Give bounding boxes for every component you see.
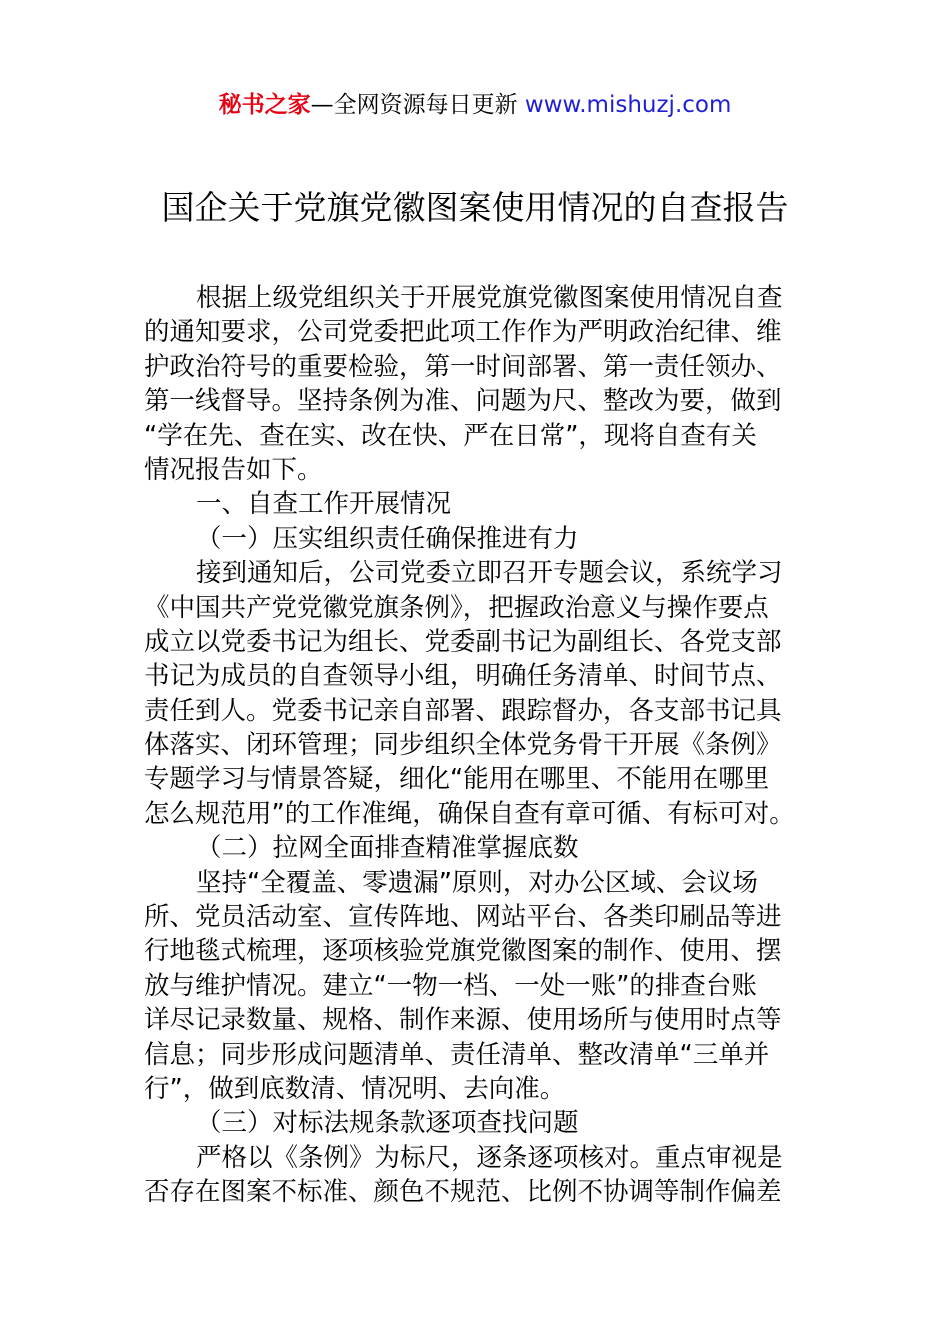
header-tagline: —全网资源每日更新 (310, 92, 525, 118)
paragraph-line: 成立以党委书记为组长、党委副书记为副组长、各党支部 (144, 626, 782, 657)
subsection-heading: （二）拉网全面排查精准掌握底数 (196, 833, 579, 864)
paragraph-line: 所、党员活动室、宣传阵地、网站平台、各类印刷品等进 (144, 902, 782, 933)
paragraph-line: 的通知要求，公司党委把此项工作作为严明政治纪律、维 (144, 317, 782, 348)
paragraph-line: 详尽记录数量、规格、制作来源、使用场所与使用时点等 (144, 1005, 782, 1036)
paragraph-line: 书记为成员的自查领导小组，明确任务清单、时间节点、 (144, 661, 782, 692)
paragraph-line: 护政治符号的重要检验，第一时间部署、第一责任领办、 (144, 351, 782, 382)
subsection-heading: （一）压实组织责任确保推进有力 (196, 523, 579, 554)
paragraph-line: 行地毯式梳理，逐项核验党旗党徽图案的制作、使用、摆 (144, 936, 782, 967)
site-url-link[interactable]: www.mishuzj.com (524, 92, 732, 118)
subsection-heading: （三）对标法规条款逐项查找问题 (196, 1108, 579, 1139)
paragraph-line: 专题学习与情景答疑，细化“能用在哪里、不能用在哪里 (144, 764, 770, 795)
paragraph-line: 严格以《条例》为标尺，逐条逐项核对。重点审视是 (196, 1142, 783, 1173)
paragraph-line: 接到通知后，公司党委立即召开专题会议，系统学习 (196, 558, 783, 589)
document-title: 国企关于党旗党徽图案使用情况的自查报告 (161, 188, 789, 227)
paragraph-line: 否存在图案不标准、颜色不规范、比例不协调等制作偏差 (144, 1177, 782, 1208)
paragraph-line: 行”，做到底数清、情况明、去向准。 (144, 1073, 566, 1104)
paragraph-line: 放与维护情况。建立“一物一档、一处一账”的排查台账 (144, 970, 757, 1001)
document-body (144, 281, 808, 1210)
paragraph-line: 根据上级党组织关于开展党旗党徽图案使用情况自查 (196, 283, 783, 313)
paragraph-line: 怎么规范用”的工作准绳，确保自查有章可循、有标可对。 (144, 798, 795, 829)
brand-name: 秘书之家 (218, 92, 311, 118)
paragraph-line: 坚持“全覆盖、零遗漏”原则，对办公区域、会议场 (196, 867, 758, 898)
paragraph-line: 《中国共产党党徽党旗条例》，把握政治意义与操作要点 (144, 592, 769, 623)
paragraph-line: “学在先、查在实、改在快、严在日常”，现将自查有关 (144, 420, 757, 451)
paragraph-line: 体落实、闭环管理；同步组织全体党务骨干开展《条例》 (144, 730, 782, 761)
paragraph-line: 情况报告如下。 (144, 454, 323, 485)
paragraph-line: 责任到人。党委书记亲自部署、跟踪督办，各支部书记具 (144, 695, 782, 726)
paragraph-line: 第一线督导。坚持条例为准、问题为尺、整改为要，做到 (144, 386, 782, 417)
site-header (0, 90, 950, 120)
section-heading: 一、自查工作开展情况 (196, 489, 452, 520)
paragraph-line: 信息；同步形成问题清单、责任清单、整改清单“三单并 (144, 1039, 770, 1070)
